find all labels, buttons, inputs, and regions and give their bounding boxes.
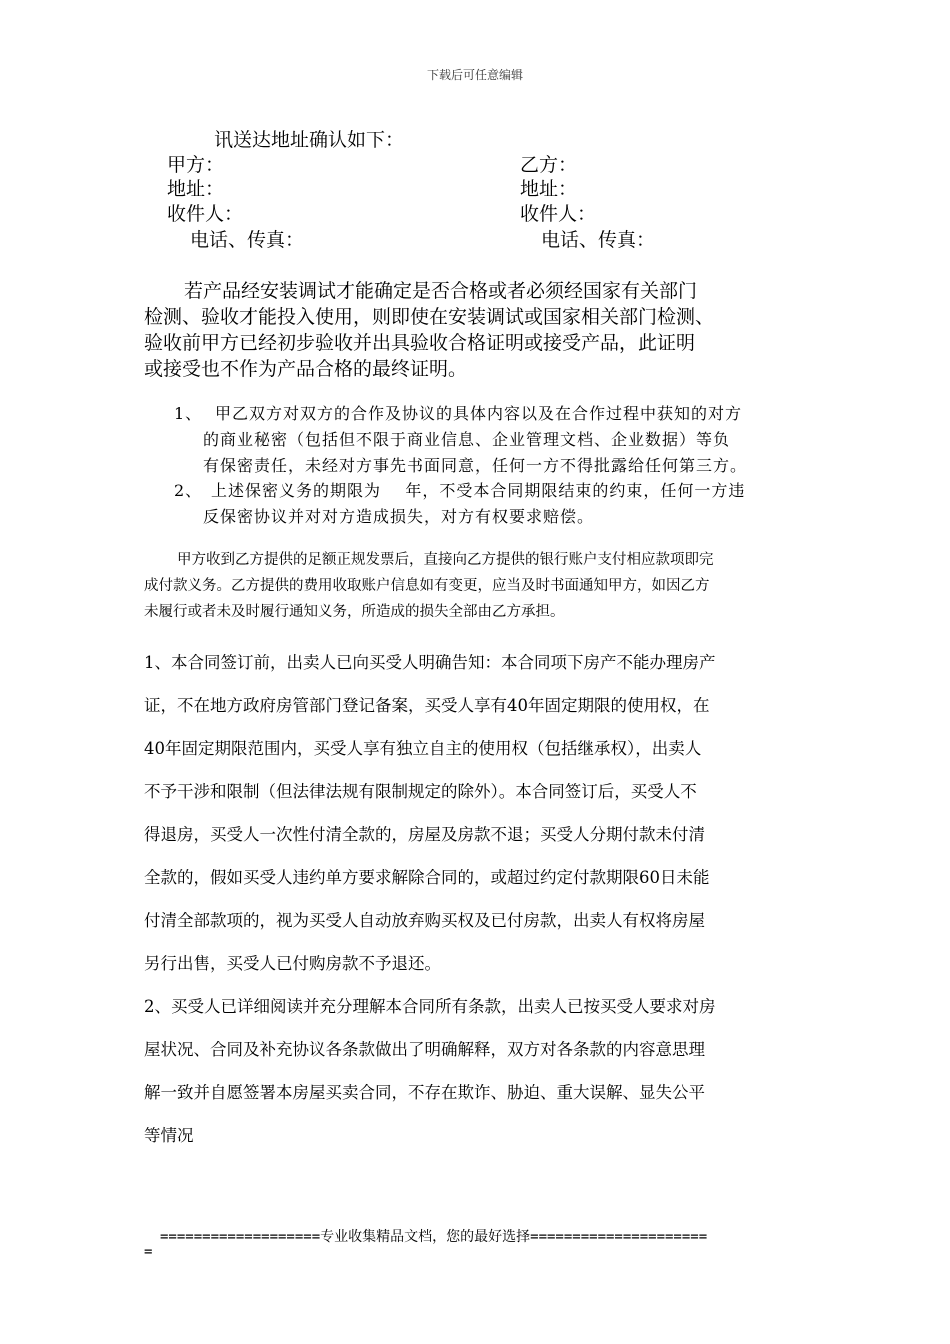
- paragraph-line: 甲方收到乙方提供的足额正规发票后，直接向乙方提供的银行账户支付相应款项即完: [177, 552, 714, 568]
- clause-1-line: 有保密责任，未经对方事先书面同意，任何一方不得批露给任何第三方。: [203, 456, 748, 475]
- paragraph-line: 2、买受人已详细阅读并充分理解本合同所有条款，出卖人已按买受人要求对房: [144, 997, 716, 1016]
- contract-clause-2: [144, 985, 824, 1157]
- paragraph-line: 等情况: [144, 1126, 194, 1145]
- paragraph-line: 证，不在地方政府房管部门登记备案，买受人享有40年固定期限的使用权，在: [144, 696, 710, 715]
- paragraph-line: 成付款义务。乙方提供的费用收取账户信息如有变更，应当及时书面通知甲方，如因乙方: [144, 578, 710, 594]
- paragraph-line: 付清全部款项的，视为买受人自动放弃购买权及已付房款，出卖人有权将房屋: [144, 911, 705, 930]
- paragraph-line: 40年固定期限范围内，买受人享有独立自主的使用权（包括继承权），出卖人: [144, 739, 702, 758]
- inspection-paragraph: [144, 278, 824, 382]
- clause-2-line: 反保密协议并对对方造成损失，对方有权要求赔偿。: [203, 507, 595, 526]
- contract-clause-1: [144, 641, 824, 985]
- paragraph-line: 检测、验收才能投入使用，则即使在安装调试或国家相关部门检测、: [144, 306, 715, 328]
- paragraph-line: 全款的，假如买受人违约单方要求解除合同的，或超过约定付款期限60日未能: [144, 868, 710, 887]
- party-a-address: 地址：: [167, 178, 225, 200]
- paragraph-line: 1、本合同签订前，出卖人已向买受人明确告知：本合同项下房产不能办理房产: [144, 653, 716, 672]
- footer-banner-tail: =: [144, 1244, 153, 1260]
- footer-banner: ===================专业收集精品文档，您的最好选择=====================: [160, 1229, 708, 1245]
- payment-paragraph: [144, 547, 824, 625]
- party-a-phone: 电话、传真：: [190, 229, 305, 251]
- paragraph-line: 或接受也不作为产品合格的最终证明。: [144, 358, 468, 380]
- paragraph-line: 不予干涉和限制（但法律法规有限制规定的除外）。本合同签订后，买受人不: [144, 782, 697, 801]
- paragraph-line: 未履行或者未及时履行通知义务，所造成的损失全部由乙方承担。: [144, 604, 565, 620]
- clause-1-line: 的商业秘密（包括但不限于商业信息、企业管理文档、企业数据）等负: [203, 430, 731, 449]
- clause-1-number: 1、: [174, 404, 203, 423]
- party-b-label: 乙方：: [520, 154, 578, 176]
- party-b-phone: 电话、传真：: [541, 229, 656, 251]
- party-a-recipient: 收件人：: [167, 203, 244, 225]
- clause-2-number: 2、: [174, 481, 203, 500]
- paragraph-line: 另行出售，买受人已付购房款不予退还。: [144, 954, 441, 973]
- paragraph-line: 验收前甲方已经初步验收并出具验收合格证明或接受产品，此证明: [144, 332, 696, 354]
- paragraph-line: 解一致并自愿签署本房屋买卖合同，不存在欺诈、胁迫、重大误解、显失公平: [144, 1083, 705, 1102]
- page-header: 下载后可任意编辑: [426, 68, 523, 82]
- paragraph-line: 若产品经安装调试才能确定是否合格或者必须经国家有关部门: [184, 280, 698, 302]
- address-intro: 讯送达地址确认如下：: [214, 129, 405, 151]
- paragraph-line: 屋状况、合同及补充协议各条款做出了明确解释，双方对各条款的内容意思理: [144, 1040, 705, 1059]
- party-a-label: 甲方：: [167, 154, 225, 176]
- clause-2-line: 上述保密义务的期限为 年，不受本合同期限结束的约束，任何一方违: [211, 481, 746, 500]
- party-b-address: 地址：: [520, 178, 578, 200]
- paragraph-line: 得退房，买受人一次性付清全款的，房屋及房款不退；买受人分期付款未付清: [144, 825, 705, 844]
- clause-1-line: 甲乙双方对双方的合作及协议的具体内容以及在合作过程中获知的对方: [215, 404, 743, 423]
- party-b-recipient: 收件人：: [520, 203, 597, 225]
